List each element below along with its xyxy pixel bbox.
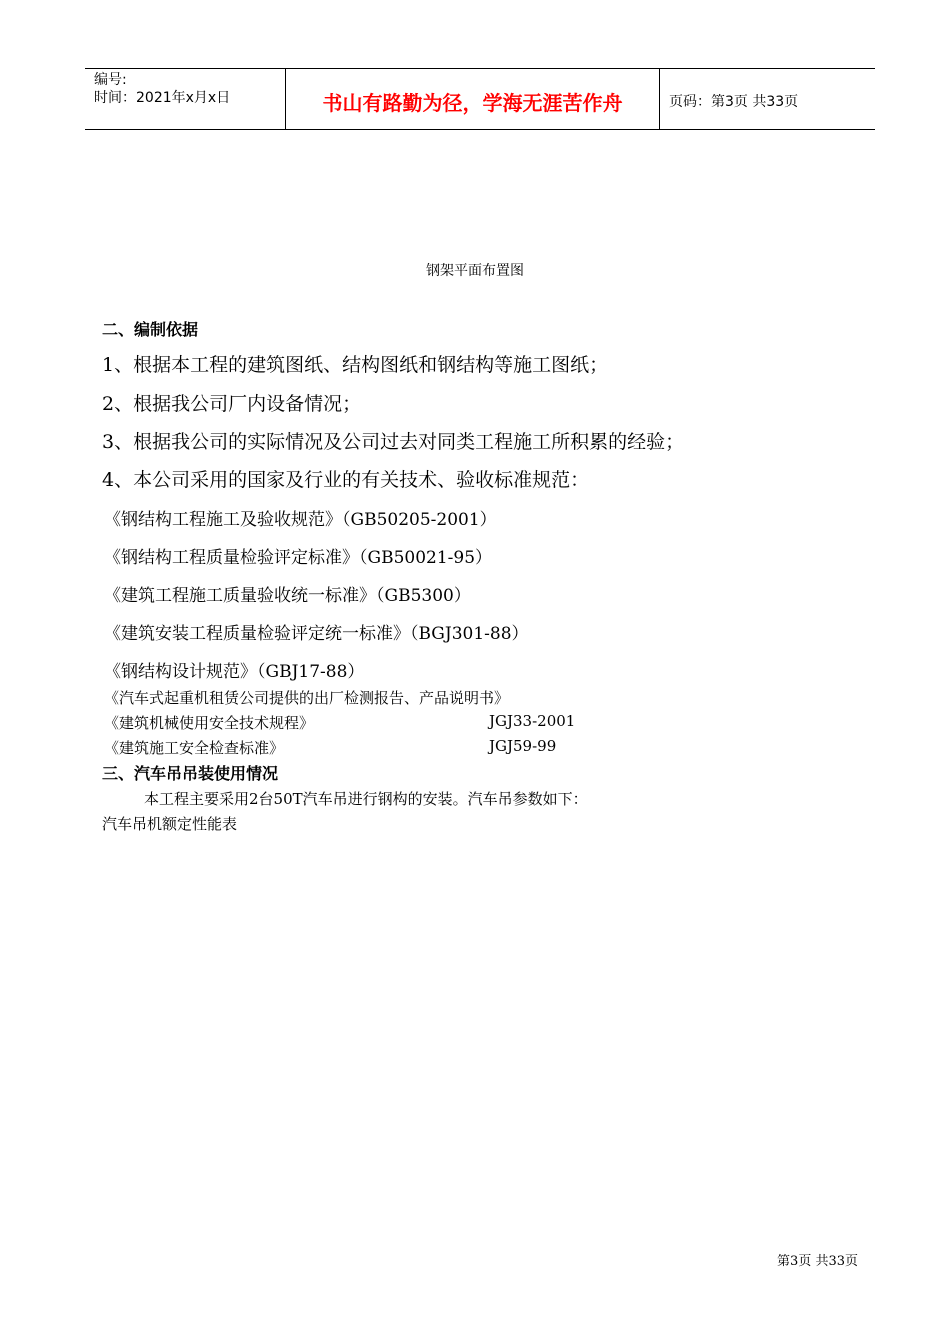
figure-caption: 钢架平面布置图 (426, 263, 524, 279)
header-meta (85, 69, 286, 129)
standard-item-1: 《钢结构工程施工及验收规范》（GB50205-2001） (104, 510, 497, 530)
standard-item-4: 《建筑安装工程质量检验评定统一标准》（BGJ301-88） (104, 624, 529, 644)
basis-item-1: 1、根据本工程的建筑图纸、结构图纸和钢结构等施工图纸； (102, 354, 609, 376)
reference-code: JGJ33-2001 (489, 712, 576, 730)
page-footer: 第3页 共33页 (777, 1254, 858, 1269)
section-3-title: 三、汽车吊吊装使用情况 (102, 764, 279, 783)
header-slogan: 书山有路勤为径，学海无涯苦作舟 (286, 69, 660, 129)
basis-item-4: 4、本公司采用的国家及行业的有关技术、验收标准规范： (102, 469, 590, 491)
header-page-number: 页码：第3页 共33页 (669, 94, 799, 110)
reference-item-1 (104, 687, 509, 708)
section-2-title: 二、编制依据 (102, 320, 199, 339)
reference-name: 《建筑机械使用安全技术规程》 (104, 714, 315, 732)
reference-name: 《汽车式起重机租赁公司提供的出厂检测报告、产品说明书》 (104, 689, 510, 707)
page-header (85, 68, 875, 130)
standard-item-2: 《钢结构工程质量检验评定标准》（GB50021-95） (104, 548, 493, 568)
standard-item-3: 《建筑工程施工质量验收统一标准》（GB5300） (104, 586, 471, 606)
section-3-paragraph: 本工程主要采用2台50T汽车吊进行钢构的安装。汽车吊参数如下： (144, 790, 588, 808)
reference-item-2 (104, 712, 576, 733)
reference-code: JGJ59-99 (489, 737, 557, 755)
number-label: 编号: (94, 72, 127, 88)
reference-item-3 (104, 737, 557, 758)
date-label: 时间：2021年x月x日 (94, 90, 231, 106)
standard-item-5: 《钢结构设计规范》（GBJ17-88） (104, 662, 365, 682)
basis-item-2: 2、根据我公司厂内设备情况； (102, 393, 362, 415)
reference-name: 《建筑施工安全检查标准》 (104, 739, 285, 757)
basis-item-3: 3、根据我公司的实际情况及公司过去对同类工程施工所积累的经验； (102, 431, 685, 453)
table-caption: 汽车吊机额定性能表 (102, 815, 238, 833)
